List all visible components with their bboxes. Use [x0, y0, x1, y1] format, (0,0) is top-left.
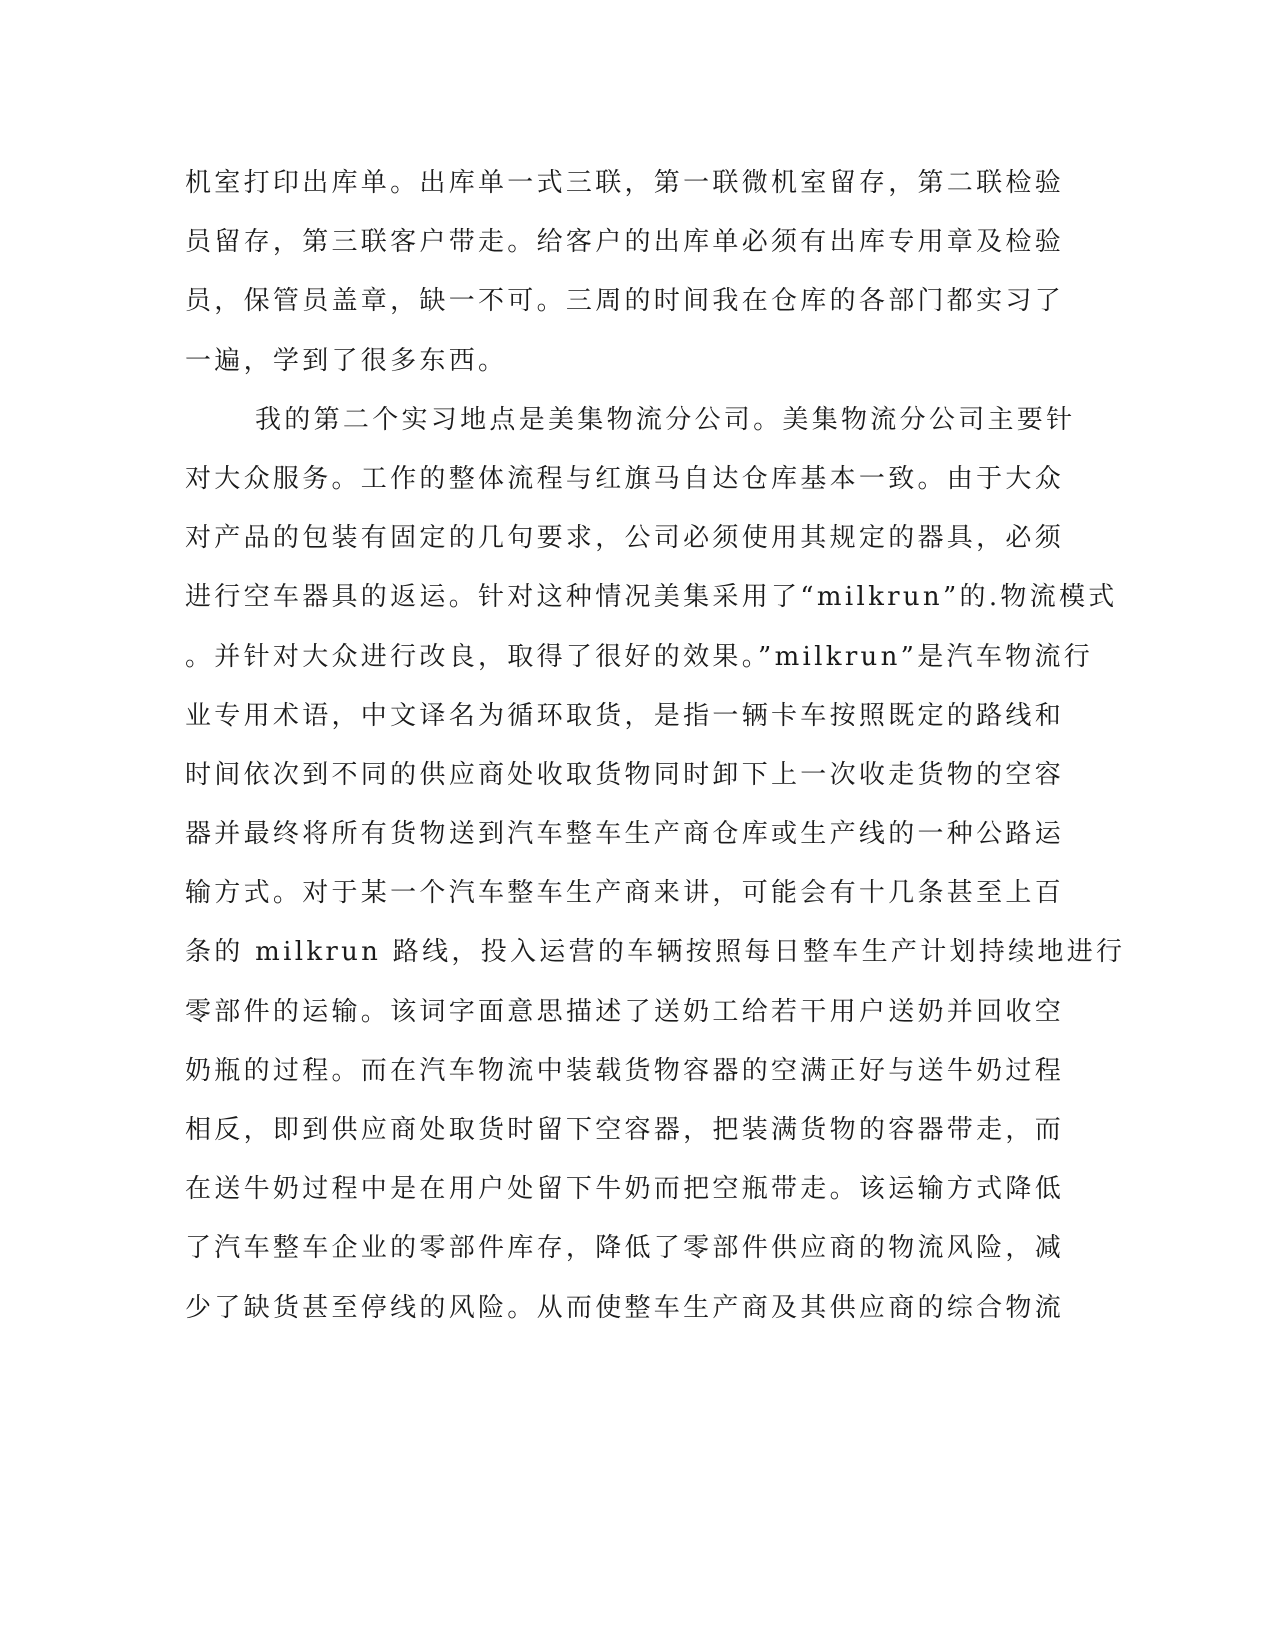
text-line: 条的 milkrun 路线，投入运营的车辆按照每日整车生产计划持续地进行	[185, 937, 1126, 968]
text-line: 输方式。对于某一个汽车整车生产商来讲，可能会有十几条甚至上百	[185, 878, 1065, 909]
text-line: 对产品的包装有固定的几句要求，公司必须使用其规定的器具，必须	[185, 523, 1065, 554]
body-text	[185, 163, 1126, 1347]
text-line: 零部件的运输。该词字面意思描述了送奶工给若干用户送奶并回收空	[185, 996, 1065, 1027]
text-line: 时间依次到不同的供应商处收取货物同时卸下上一次收走货物的空容	[185, 759, 1065, 790]
text-line: 了汽车整车企业的零部件库存，降低了零部件供应商的物流风险，减	[185, 1233, 1065, 1264]
text-line: 员，保管员盖章，缺一不可。三周的时间我在仓库的各部门都实习了	[185, 286, 1065, 317]
text-line: 奶瓶的过程。而在汽车物流中装载货物容器的空满正好与送牛奶过程	[185, 1055, 1065, 1086]
text-line: 机室打印出库单。出库单一式三联，第一联微机室留存，第二联检验	[185, 168, 1065, 198]
text-line: 对大众服务。工作的整体流程与红旗马自达仓库基本一致。由于大众	[185, 463, 1065, 494]
text-line: 员留存，第三联客户带走。给客户的出库单必须有出库专用章及检验	[185, 227, 1065, 258]
text-line: 。并针对大众进行改良，取得了很好的效果。”milkrun”是汽车物流行	[185, 641, 1094, 672]
text-line: 进行空车器具的返运。针对这种情况美集采用了“milkrun”的.物流模式	[185, 582, 1118, 613]
text-line: 相反，即到供应商处取货时留下空容器，把装满货物的容器带走，而	[185, 1115, 1065, 1145]
text-line: 器并最终将所有货物送到汽车整车生产商仓库或生产线的一种公路运	[185, 819, 1065, 850]
text-line: 一遍，学到了很多东西。	[185, 345, 508, 376]
paragraph-first-line: 我的第二个实习地点是美集物流分公司。美集物流分公司主要针	[255, 404, 1076, 435]
text-line: 在送牛奶过程中是在用户处留下牛奶而把空瓶带走。该运输方式降低	[185, 1174, 1065, 1205]
text-line: 业专用术语，中文译名为循环取货，是指一辆卡车按照既定的路线和	[185, 700, 1065, 731]
text-line: 少了缺货甚至停线的风险。从而使整车生产商及其供应商的综合物流	[185, 1292, 1065, 1323]
